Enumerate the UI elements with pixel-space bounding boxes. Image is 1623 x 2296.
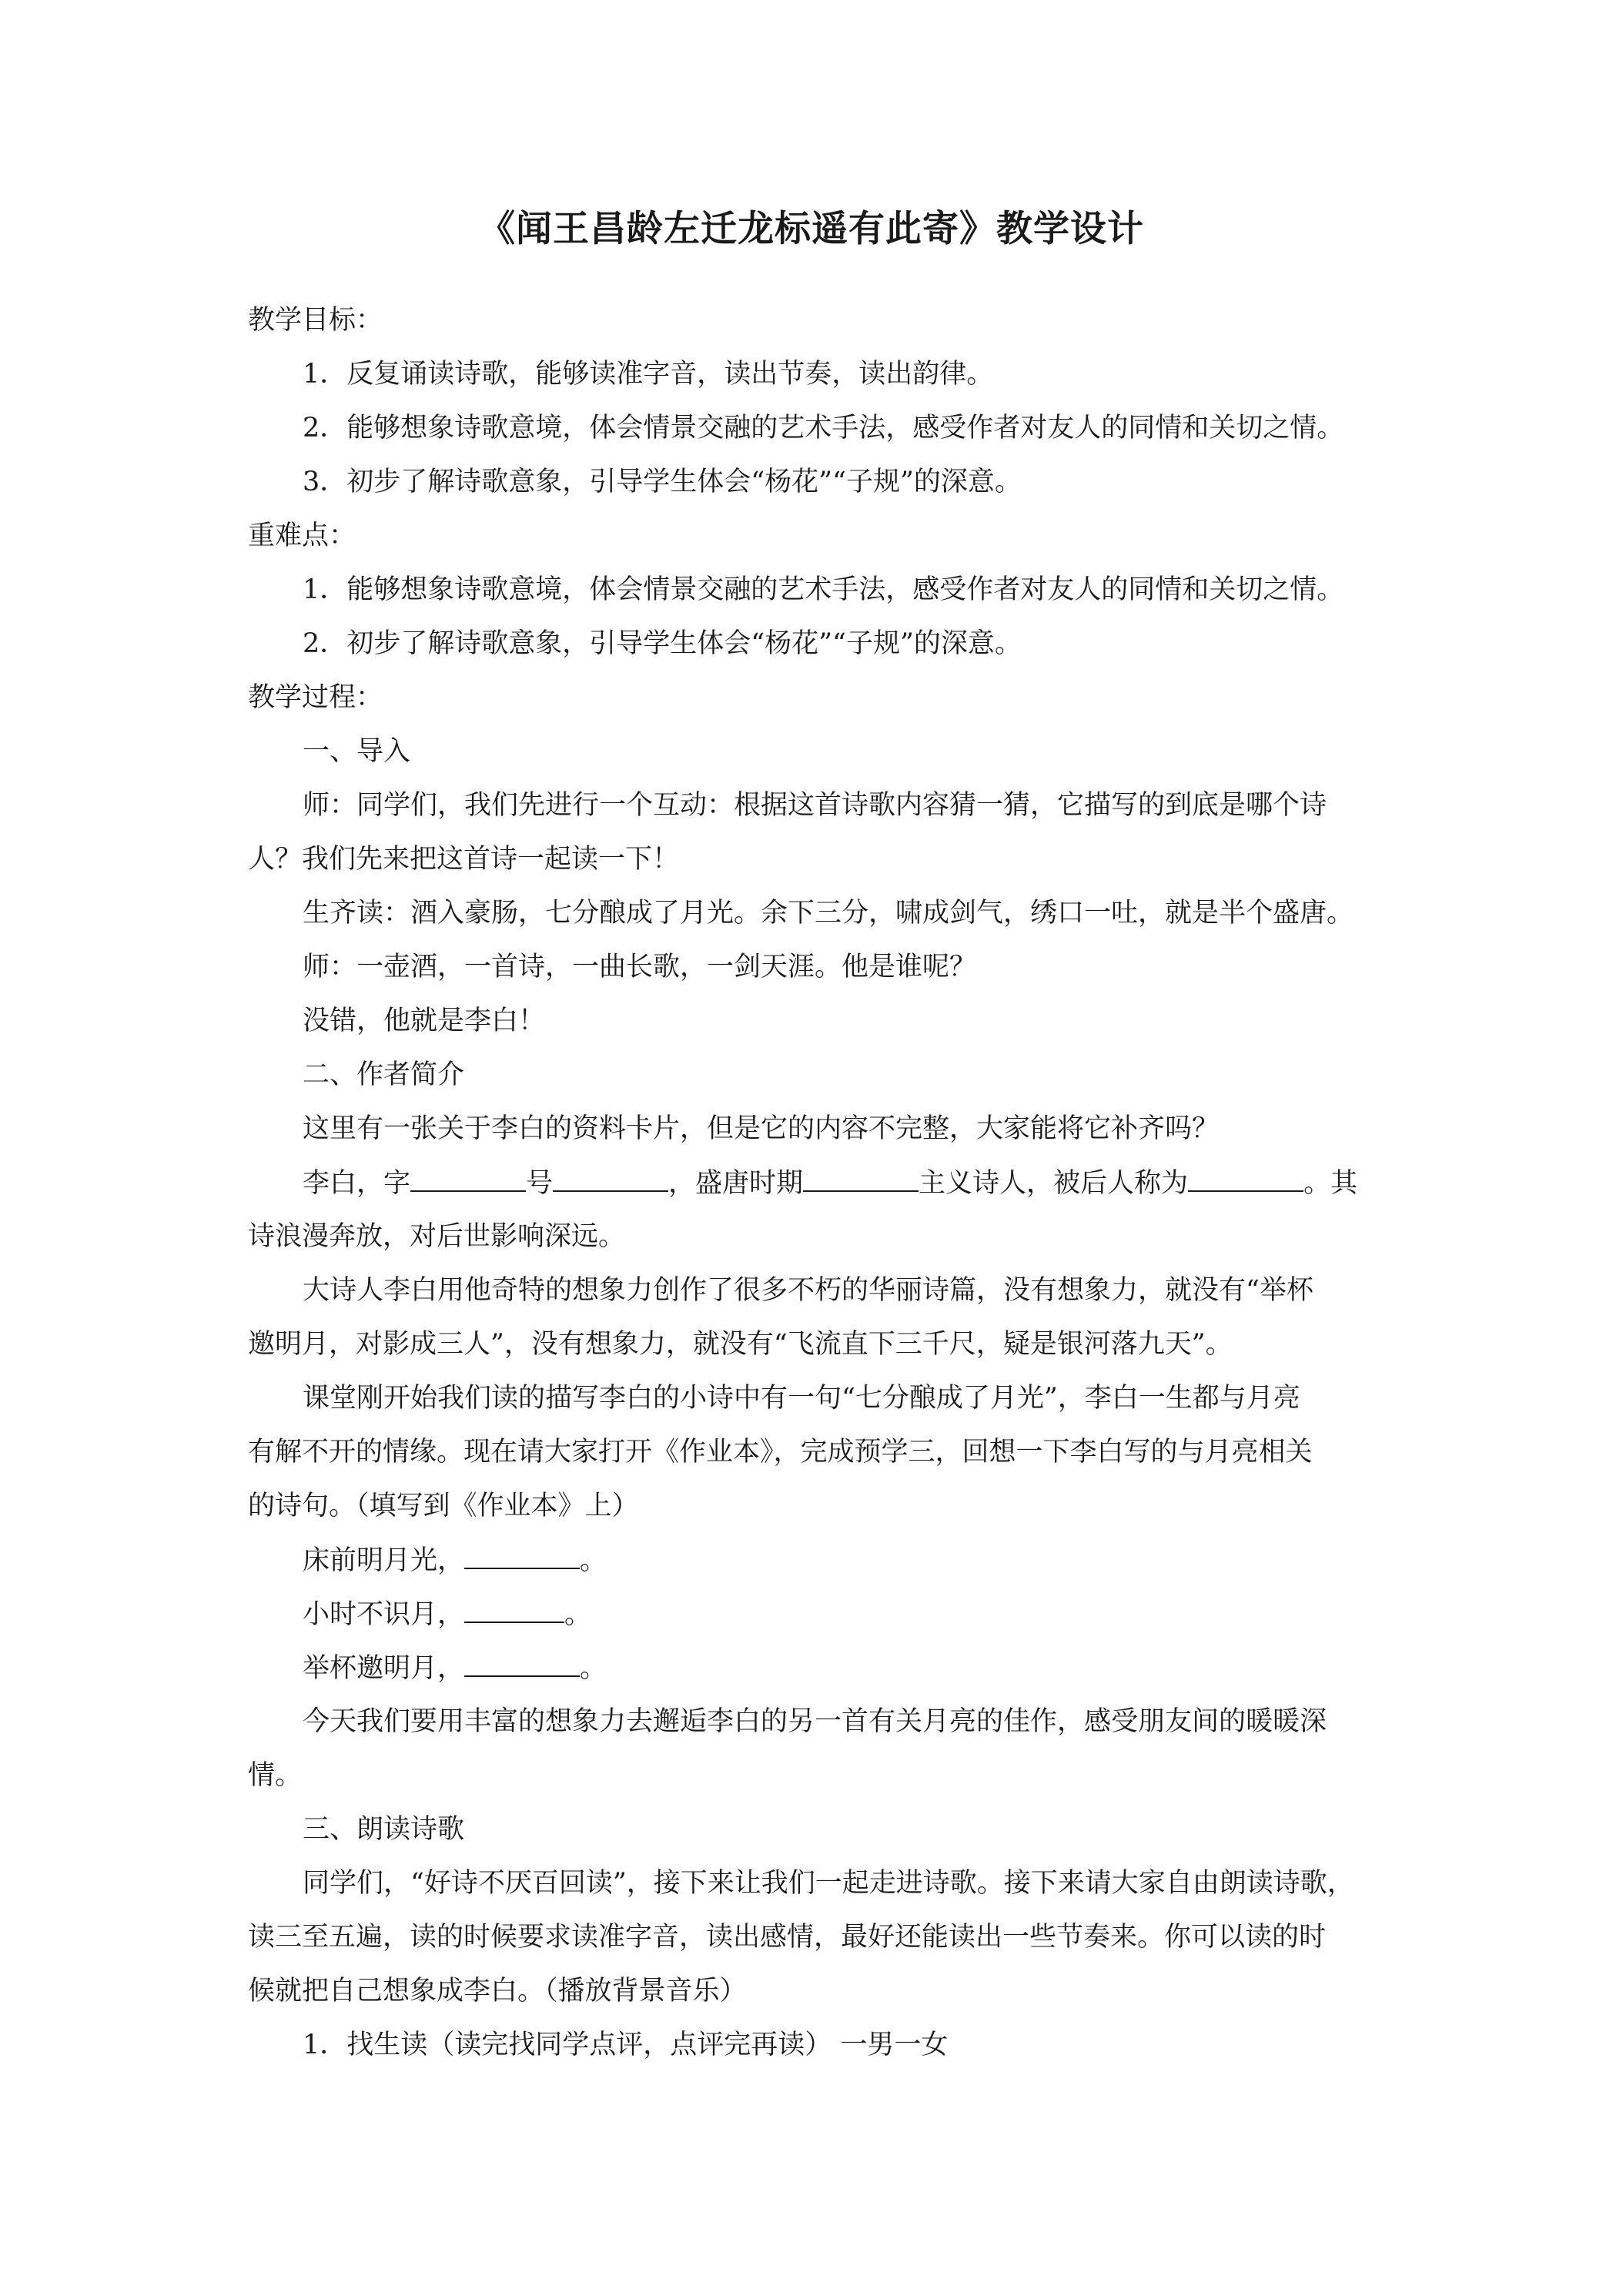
- paragraph-line: 邀明月，对影成三人”，没有想象力，就没有“飞流直下三千尺，疑是银河落九天”。: [248, 1329, 1233, 1360]
- key-points-heading: 重难点：: [248, 520, 356, 551]
- paragraph-line: 这里有一张关于李白的资料卡片，但是它的内容不完整，大家能将它补齐吗？: [303, 1113, 1220, 1144]
- paragraph-line: 有解不开的情缘。现在请大家打开《作业本》，完成预学三，回想一下李白写的与月亮相关: [248, 1437, 1313, 1468]
- poem-prefix: 床前明月光，: [303, 1545, 465, 1576]
- section-2-heading: 二、作者简介: [303, 1059, 465, 1090]
- fill-blank[interactable]: [464, 1541, 580, 1569]
- process-heading: 教学过程：: [248, 682, 383, 713]
- paragraph-line: 生齐读：酒入豪肠，七分酿成了月光。余下三分，啸成剑气，绣口一吐，就是半个盛唐。: [303, 898, 1354, 929]
- poem-suffix: 。: [580, 1653, 607, 1684]
- section-1-heading: 一、导入: [303, 736, 411, 767]
- paragraph-line: 同学们，“好诗不厌百回读”，接下来让我们一起走进诗歌。接下来请大家自由朗读诗歌，: [303, 1868, 1354, 1899]
- key-point-item-1: 1．能够想象诗歌意境，体会情景交融的艺术手法，感受作者对友人的同情和关切之情。: [303, 574, 1344, 605]
- objective-item-2: 2．能够想象诗歌意境，体会情景交融的艺术手法，感受作者对友人的同情和关切之情。: [303, 413, 1344, 443]
- paragraph-line: 师：一壶酒，一首诗，一曲长歌，一剑天涯。他是谁呢？: [303, 952, 977, 982]
- card-text: 李白，字: [303, 1168, 411, 1199]
- paragraph-line: 大诗人李白用他奇特的想象力创作了很多不朽的华丽诗篇，没有想象力，就没有“举杯: [303, 1275, 1313, 1306]
- fill-blank[interactable]: [464, 1595, 564, 1623]
- info-card-line: [303, 1164, 1392, 1202]
- card-text: ，盛唐时期: [668, 1168, 804, 1199]
- fill-blank[interactable]: [464, 1649, 580, 1677]
- section-3-item-1: 1．找生读（读完找同学点评，点评完再读） 一男一女: [303, 2030, 949, 2060]
- objective-item-1: 1．反复诵读诗歌，能够读准字音，读出节奏，读出韵律。: [303, 359, 994, 390]
- paragraph-line: 情。: [248, 1760, 303, 1791]
- paragraph-line: 师：同学们，我们先进行一个互动：根据这首诗歌内容猜一猜，它描写的到底是哪个诗: [303, 790, 1327, 821]
- card-text: 。其: [1303, 1168, 1358, 1199]
- fill-blank[interactable]: [803, 1164, 919, 1192]
- poem-prefix: 举杯邀明月，: [303, 1653, 465, 1684]
- card-text: 主义诗人，被后人称为: [919, 1168, 1189, 1199]
- poem-fill-line-2: [303, 1595, 1392, 1633]
- fill-blank[interactable]: [1188, 1164, 1303, 1192]
- key-point-item-2: 2．初步了解诗歌意象，引导学生体会“杨花”“子规”的深意。: [303, 628, 1022, 659]
- fill-blank[interactable]: [553, 1164, 668, 1192]
- fill-blank[interactable]: [410, 1164, 526, 1192]
- poem-suffix: 。: [564, 1599, 592, 1630]
- paragraph-line: 诗浪漫奔放，对后世影响深远。: [248, 1221, 626, 1252]
- paragraph-line: 的诗句。（填写到《作业本》上）: [248, 1491, 639, 1521]
- poem-prefix: 小时不识月，: [303, 1599, 465, 1630]
- paragraph-line: 候就把自己想象成李白。（播放背景音乐）: [248, 1976, 747, 2006]
- paragraph-line: 人？我们先来把这首诗一起读一下！: [248, 844, 680, 875]
- paragraph-line: 课堂刚开始我们读的描写李白的小诗中有一句“七分酿成了月光”，李白一生都与月亮: [303, 1383, 1300, 1414]
- section-3-heading: 三、朗读诗歌: [303, 1814, 465, 1845]
- objective-item-3: 3．初步了解诗歌意象，引导学生体会“杨花”“子规”的深意。: [303, 467, 1022, 497]
- document-title: 《闻王昌龄左迁龙标遥有此寄》教学设计: [479, 208, 1144, 250]
- poem-fill-line-1: [303, 1541, 1392, 1579]
- paragraph-line: 读三至五遍，读的时候要求读准字音，读出感情，最好还能读出一些节奏来。你可以读的时: [248, 1922, 1327, 1953]
- poem-fill-line-3: [303, 1649, 1392, 1687]
- paragraph-line: 没错，他就是李白！: [303, 1006, 546, 1036]
- paragraph-line: 今天我们要用丰富的想象力去邂逅李白的另一首有关月亮的佳作，感受朋友间的暖暖深: [303, 1706, 1327, 1737]
- objectives-heading: 教学目标：: [248, 305, 383, 336]
- poem-suffix: 。: [580, 1545, 607, 1576]
- card-text: 号: [526, 1168, 554, 1199]
